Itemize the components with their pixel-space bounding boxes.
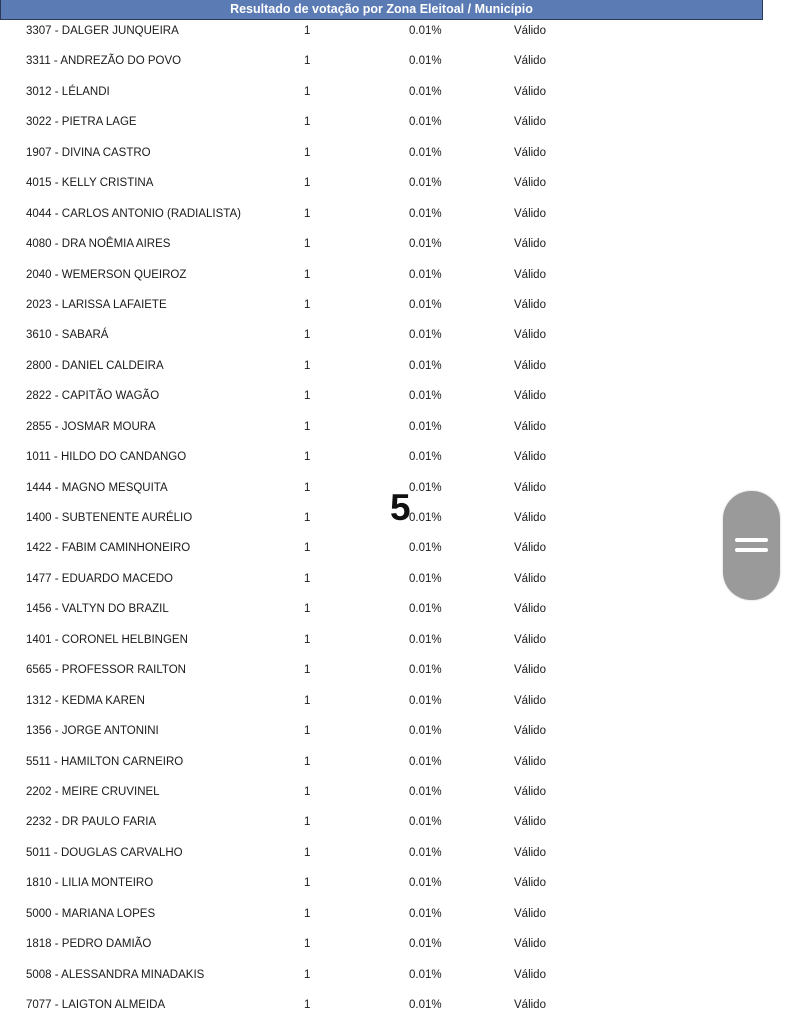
vote-status: Válido bbox=[514, 633, 546, 646]
vote-status: Válido bbox=[514, 907, 546, 920]
result-row bbox=[0, 869, 763, 899]
vote-percentage: 0.01% bbox=[409, 359, 442, 372]
vote-status: Válido bbox=[514, 725, 546, 738]
vote-status: Válido bbox=[514, 177, 546, 190]
vote-status: Válido bbox=[514, 694, 546, 707]
vote-percentage: 0.01% bbox=[409, 785, 442, 798]
vote-status: Válido bbox=[514, 603, 546, 616]
candidate-name: 5008 - ALESSANDRA MINADAKIS bbox=[26, 968, 205, 981]
candidate-name: 3012 - LÉLANDI bbox=[26, 85, 110, 98]
vote-count: 1 bbox=[304, 268, 311, 281]
result-row bbox=[0, 17, 763, 47]
vote-status: Válido bbox=[514, 572, 546, 585]
vote-percentage: 0.01% bbox=[409, 877, 442, 890]
result-row bbox=[0, 626, 763, 656]
result-row bbox=[0, 504, 763, 534]
vote-percentage: 0.01% bbox=[409, 542, 442, 555]
vote-count: 1 bbox=[304, 877, 311, 890]
vote-percentage: 0.01% bbox=[409, 907, 442, 920]
candidate-name: 5011 - DOUGLAS CARVALHO bbox=[26, 846, 183, 859]
candidate-name: 1011 - HILDO DO CANDANGO bbox=[26, 451, 187, 464]
vote-percentage: 0.01% bbox=[409, 85, 442, 98]
vote-status: Válido bbox=[514, 268, 546, 281]
vote-percentage: 0.01% bbox=[409, 725, 442, 738]
vote-percentage: 0.01% bbox=[409, 572, 442, 585]
result-row bbox=[0, 108, 763, 138]
candidate-name: 3610 - SABARÁ bbox=[26, 329, 109, 342]
vote-percentage: 0.01% bbox=[409, 846, 442, 859]
vote-status: Válido bbox=[514, 816, 546, 829]
vote-status: Válido bbox=[514, 55, 546, 68]
vote-percentage: 0.01% bbox=[409, 451, 442, 464]
vote-status: Válido bbox=[514, 146, 546, 159]
candidate-name: 7077 - LAIGTON ALMEIDA bbox=[26, 999, 166, 1011]
vote-status: Válido bbox=[514, 85, 546, 98]
candidate-name: 1477 - EDUARDO MACEDO bbox=[26, 572, 173, 585]
result-row bbox=[0, 474, 763, 504]
vote-count: 1 bbox=[304, 329, 311, 342]
vote-count: 1 bbox=[304, 238, 311, 251]
vote-percentage: 0.01% bbox=[409, 390, 442, 403]
result-row bbox=[0, 291, 763, 321]
vote-status: Válido bbox=[514, 298, 546, 311]
candidate-name: 1356 - JORGE ANTONINI bbox=[26, 725, 159, 738]
candidate-name: 3311 - ANDREZÃO DO POVO bbox=[26, 55, 182, 68]
candidate-name: 2040 - WEMERSON QUEIROZ bbox=[26, 268, 187, 281]
vote-status: Válido bbox=[514, 359, 546, 372]
result-row bbox=[0, 200, 763, 230]
vote-status: Válido bbox=[514, 968, 546, 981]
candidate-name: 1818 - PEDRO DAMIÃO bbox=[26, 938, 152, 951]
vote-count: 1 bbox=[304, 907, 311, 920]
vote-count: 1 bbox=[304, 938, 311, 951]
vote-status: Válido bbox=[514, 329, 546, 342]
candidate-name: 1400 - SUBTENENTE AURÉLIO bbox=[26, 512, 193, 524]
vote-count: 1 bbox=[304, 85, 311, 98]
candidate-name: 2855 - JOSMAR MOURA bbox=[26, 420, 156, 433]
vote-percentage: 0.01% bbox=[409, 694, 442, 707]
result-row bbox=[0, 595, 763, 625]
candidate-name: 2023 - LARISSA LAFAIETE bbox=[26, 298, 167, 311]
candidate-name: 1444 - MAGNO MESQUITA bbox=[26, 481, 168, 494]
candidate-name: 1422 - FABIM CAMINHONEIRO bbox=[26, 542, 191, 555]
vote-percentage: 0.01% bbox=[409, 603, 442, 616]
vote-count: 1 bbox=[304, 603, 311, 616]
vote-status: Válido bbox=[514, 420, 546, 433]
result-row bbox=[0, 930, 763, 960]
vote-status: Válido bbox=[514, 999, 546, 1011]
vote-status: Válido bbox=[514, 938, 546, 951]
vote-percentage: 0.01% bbox=[409, 999, 442, 1011]
result-row bbox=[0, 413, 763, 443]
vote-status: Válido bbox=[514, 512, 546, 524]
candidate-name: 2822 - CAPITÃO WAGÃO bbox=[26, 390, 160, 403]
result-row bbox=[0, 534, 763, 564]
vote-status: Válido bbox=[514, 481, 546, 494]
vote-count: 1 bbox=[304, 846, 311, 859]
candidate-name: 6565 - PROFESSOR RAILTON bbox=[26, 664, 186, 677]
vote-count: 1 bbox=[304, 207, 311, 220]
candidate-name: 3307 - DALGER JUNQUEIRA bbox=[26, 25, 179, 37]
candidate-name: 2202 - MEIRE CRUVINEL bbox=[26, 785, 160, 798]
candidate-name: 1401 - CORONEL HELBINGEN bbox=[26, 633, 188, 646]
candidate-name: 1456 - VALTYN DO BRAZIL bbox=[26, 603, 169, 616]
result-row bbox=[0, 565, 763, 595]
result-row bbox=[0, 169, 763, 199]
vote-percentage: 0.01% bbox=[409, 55, 442, 68]
candidate-name: 4080 - DRA NOÊMIA AIRES bbox=[26, 238, 171, 251]
result-row bbox=[0, 808, 763, 838]
vote-percentage: 0.01% bbox=[409, 116, 442, 129]
vote-count: 1 bbox=[304, 481, 311, 494]
vote-count: 1 bbox=[304, 512, 311, 524]
result-row bbox=[0, 900, 763, 930]
vote-status: Válido bbox=[514, 664, 546, 677]
vote-status: Válido bbox=[514, 116, 546, 129]
vote-count: 1 bbox=[304, 694, 311, 707]
vote-percentage: 0.01% bbox=[409, 755, 442, 768]
result-row bbox=[0, 47, 763, 77]
vote-count: 1 bbox=[304, 55, 311, 68]
candidate-name: 2232 - DR PAULO FARIA bbox=[26, 816, 157, 829]
vote-count: 1 bbox=[304, 755, 311, 768]
vote-status: Válido bbox=[514, 207, 546, 220]
vote-status: Válido bbox=[514, 451, 546, 464]
vote-status: Válido bbox=[514, 25, 546, 37]
vote-count: 1 bbox=[304, 359, 311, 372]
vote-percentage: 0.01% bbox=[409, 25, 442, 37]
page-number: 5 bbox=[390, 487, 411, 528]
candidate-name: 4015 - KELLY CRISTINA bbox=[26, 177, 154, 190]
vote-percentage: 0.01% bbox=[409, 268, 442, 281]
result-row bbox=[0, 717, 763, 747]
results-header-title: Resultado de votação por Zona Eleitoal / Município bbox=[230, 2, 533, 16]
vote-count: 1 bbox=[304, 177, 311, 190]
vote-count: 1 bbox=[304, 572, 311, 585]
result-row bbox=[0, 839, 763, 869]
result-row bbox=[0, 778, 763, 808]
result-row bbox=[0, 139, 763, 169]
vote-percentage: 0.01% bbox=[409, 633, 442, 646]
vote-percentage: 0.01% bbox=[409, 177, 442, 190]
vote-percentage: 0.01% bbox=[409, 481, 442, 494]
vote-count: 1 bbox=[304, 298, 311, 311]
vote-count: 1 bbox=[304, 146, 311, 159]
candidate-name: 2800 - DANIEL CALDEIRA bbox=[26, 359, 164, 372]
vote-percentage: 0.01% bbox=[409, 664, 442, 677]
vote-status: Válido bbox=[514, 877, 546, 890]
vote-percentage: 0.01% bbox=[409, 938, 442, 951]
results-table bbox=[0, 17, 763, 1021]
result-row bbox=[0, 230, 763, 260]
result-row bbox=[0, 687, 763, 717]
vote-status: Válido bbox=[514, 238, 546, 251]
result-row bbox=[0, 961, 763, 991]
vote-count: 1 bbox=[304, 116, 311, 129]
candidate-name: 3022 - PIETRA LAGE bbox=[26, 116, 137, 129]
result-row bbox=[0, 261, 763, 291]
vote-count: 1 bbox=[304, 999, 311, 1011]
scroll-handle[interactable] bbox=[723, 491, 780, 600]
candidate-name: 5511 - HAMILTON CARNEIRO bbox=[26, 755, 184, 768]
vote-percentage: 0.01% bbox=[409, 146, 442, 159]
vote-percentage: 0.01% bbox=[409, 298, 442, 311]
vote-count: 1 bbox=[304, 785, 311, 798]
vote-count: 1 bbox=[304, 25, 311, 37]
vote-status: Válido bbox=[514, 542, 546, 555]
result-row bbox=[0, 443, 763, 473]
result-row bbox=[0, 352, 763, 382]
vote-percentage: 0.01% bbox=[409, 238, 442, 251]
vote-percentage: 0.01% bbox=[409, 816, 442, 829]
vote-count: 1 bbox=[304, 968, 311, 981]
vote-count: 1 bbox=[304, 542, 311, 555]
candidate-name: 4044 - CARLOS ANTONIO (RADIALISTA) bbox=[26, 207, 241, 220]
result-row bbox=[0, 321, 763, 351]
candidate-name: 5000 - MARIANA LOPES bbox=[26, 907, 156, 920]
candidate-name: 1907 - DIVINA CASTRO bbox=[26, 146, 151, 159]
vote-percentage: 0.01% bbox=[409, 968, 442, 981]
vote-status: Válido bbox=[514, 785, 546, 798]
result-row bbox=[0, 382, 763, 412]
candidate-name: 1312 - KEDMA KAREN bbox=[26, 694, 145, 707]
vote-status: Válido bbox=[514, 755, 546, 768]
result-row bbox=[0, 656, 763, 686]
candidate-name: 1810 - LILIA MONTEIRO bbox=[26, 877, 154, 890]
vote-percentage: 0.01% bbox=[409, 207, 442, 220]
vote-count: 1 bbox=[304, 390, 311, 403]
vote-count: 1 bbox=[304, 451, 311, 464]
result-row bbox=[0, 78, 763, 108]
vote-count: 1 bbox=[304, 664, 311, 677]
vote-count: 1 bbox=[304, 725, 311, 738]
vote-percentage: 0.01% bbox=[409, 512, 442, 524]
vote-status: Válido bbox=[514, 846, 546, 859]
result-row bbox=[0, 748, 763, 778]
vote-percentage: 0.01% bbox=[409, 420, 442, 433]
vote-status: Válido bbox=[514, 390, 546, 403]
vote-percentage: 0.01% bbox=[409, 329, 442, 342]
vote-count: 1 bbox=[304, 420, 311, 433]
vote-count: 1 bbox=[304, 816, 311, 829]
result-row bbox=[0, 991, 763, 1021]
vote-count: 1 bbox=[304, 633, 311, 646]
